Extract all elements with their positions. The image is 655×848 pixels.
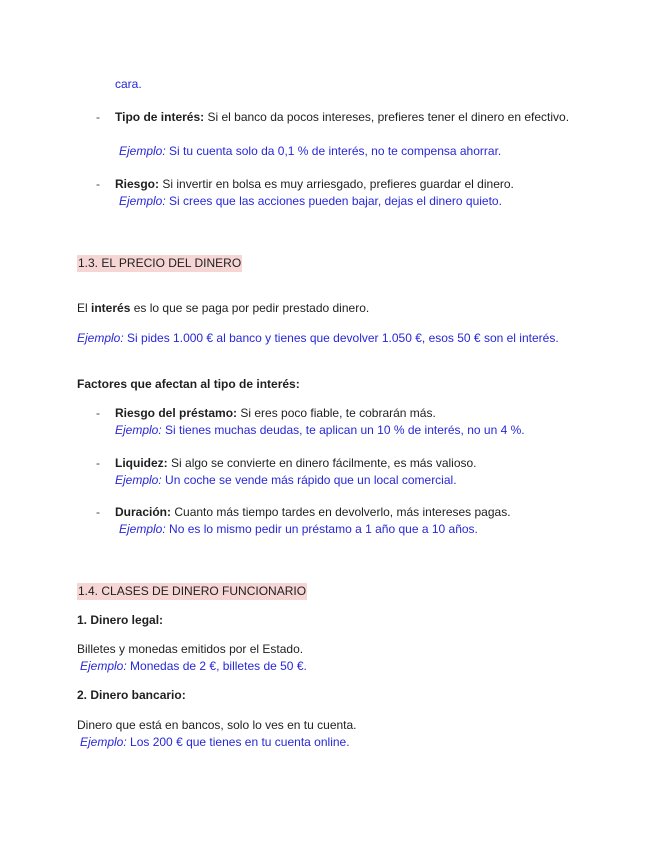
section-heading-1-4: 1.4. CLASES DE DINERO FUNCIONARIO <box>78 584 307 598</box>
bullet-text: Si invertir en bolsa es muy arriesgado, prefieres guardar el dinero. <box>162 177 514 191</box>
bullet-item-tipo-interes <box>115 109 578 126</box>
example-line <box>115 422 525 439</box>
example-text: Los 200 € que tienes en tu cuenta online. <box>130 735 350 749</box>
interest-example <box>77 330 578 347</box>
example-text: Si crees que las acciones pueden bajar, dejas el dinero quieto. <box>169 194 502 208</box>
definition-term: interés <box>91 301 131 315</box>
bullet-dash: - <box>96 177 100 191</box>
example-line <box>119 521 478 538</box>
bullet-text: Si el banco da pocos intereses, prefieres tener el dinero en efectivo. <box>207 110 570 124</box>
definition-post: es lo que se paga por pedir prestado dinero. <box>130 301 370 315</box>
bullet-text: Cuanto más tiempo tardes en devolverlo, más intereses pagas. <box>174 505 511 519</box>
bullet-text: Si algo se convierte en dinero fácilmente, es más valioso. <box>171 456 477 470</box>
bullet-term: Liquidez: <box>115 456 168 470</box>
bullet-text: Si eres poco fiable, te cobrarán más. <box>240 406 436 420</box>
example-line <box>119 193 502 210</box>
example-text: No es lo mismo pedir un préstamo a 1 año que a 10 años. <box>169 522 478 536</box>
example-text: Si tu cuenta solo da 0,1 % de interés, no te compensa ahorrar. <box>169 144 502 158</box>
money-type-text-bancario: Dinero que está en bancos, solo lo ves en tu cuenta. <box>77 718 357 732</box>
factors-title: Factores que afectan al tipo de interés: <box>77 377 300 391</box>
bullet-dash: - <box>96 406 100 420</box>
example-line <box>80 734 350 751</box>
bullet-term: Tipo de interés: <box>115 110 205 124</box>
bullet-dash: - <box>96 456 100 470</box>
example-text: Monedas de 2 €, billetes de 50 €. <box>130 659 307 673</box>
example-line <box>115 472 457 489</box>
definition-pre: El <box>77 301 92 315</box>
example-label: Ejemplo: <box>119 522 166 536</box>
example-text: Si pides 1.000 € al banco y tienes que devolver 1.050 €, esos 50 € son el interés. <box>127 331 559 345</box>
example-label: Ejemplo: <box>115 423 162 437</box>
bullet-dash: - <box>96 505 100 519</box>
bullet-term: Riesgo: <box>115 177 160 191</box>
example-label: Ejemplo: <box>80 735 127 749</box>
bullet-term: Duración: <box>115 505 172 519</box>
example-text: Si tienes muchas deudas, te aplican un 10 % de interés, no un 4 %. <box>165 423 525 437</box>
money-type-text-legal: Billetes y monedas emitidos por el Estado. <box>77 642 304 656</box>
example-text: Un coche se vende más rápido que un local comercial. <box>165 473 457 487</box>
section-heading-1-3: 1.3. EL PRECIO DEL DINERO <box>78 256 242 270</box>
money-type-title-legal: 1. Dinero legal: <box>77 613 164 627</box>
bullet-item-riesgo <box>115 176 514 193</box>
interest-definition <box>77 300 369 317</box>
bullet-term: Riesgo del préstamo: <box>115 406 238 420</box>
example-label: Ejemplo: <box>115 473 162 487</box>
example-label: Ejemplo: <box>119 194 166 208</box>
continuation-text: cara. <box>115 77 142 91</box>
example-line <box>80 658 307 675</box>
factor-item-liquidez <box>115 455 477 472</box>
example-label: Ejemplo: <box>80 659 127 673</box>
example-label: Ejemplo: <box>77 331 124 345</box>
example-line <box>119 143 501 160</box>
factor-item-duracion <box>115 504 511 521</box>
bullet-dash: - <box>96 110 100 124</box>
example-label: Ejemplo: <box>119 144 166 158</box>
money-type-title-bancario: 2. Dinero bancario: <box>77 688 186 702</box>
factor-item-riesgo-prestamo <box>115 405 436 422</box>
